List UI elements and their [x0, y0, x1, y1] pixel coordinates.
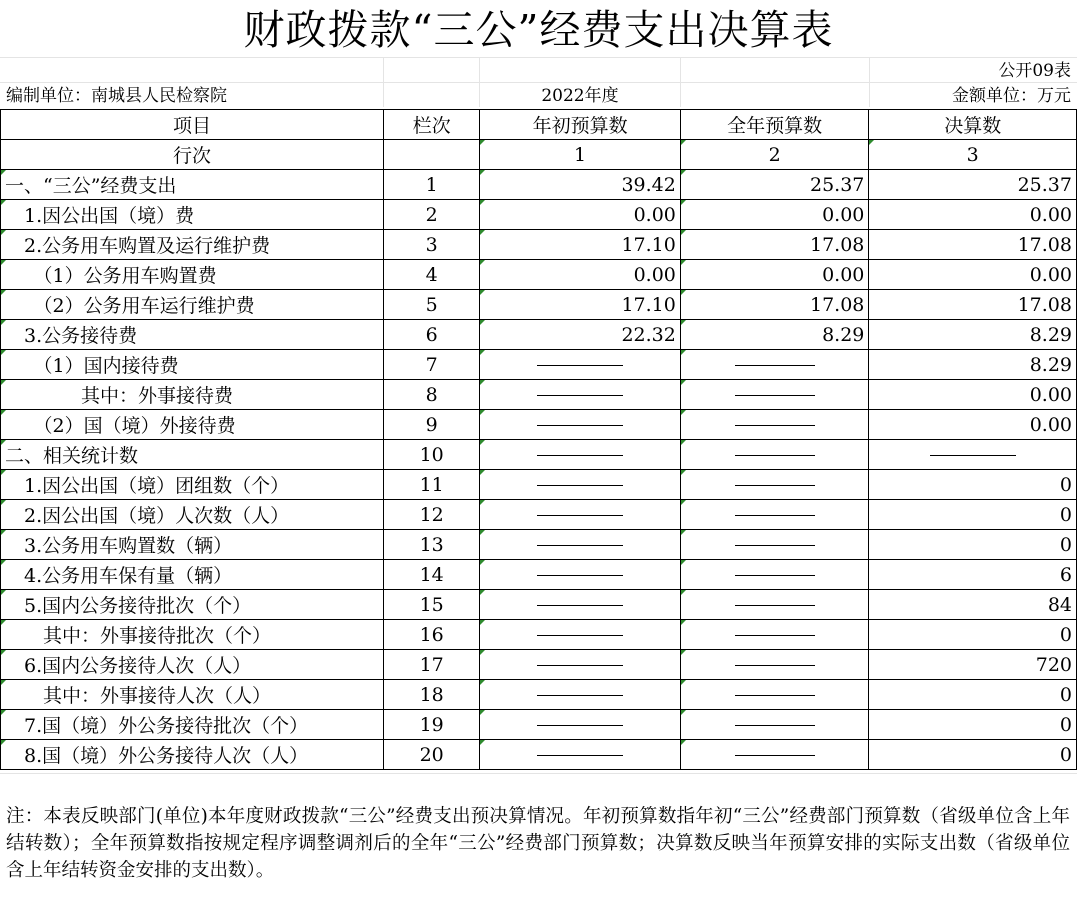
grid-line — [0, 773, 1077, 774]
value-cell: 6 — [869, 560, 1077, 590]
not-applicable-dash — [480, 710, 681, 740]
table-row — [1, 380, 1077, 410]
value-cell: 0.00 — [869, 410, 1077, 440]
index-col3: 3 — [869, 140, 1077, 170]
table-row — [1, 410, 1077, 440]
dash-line — [735, 515, 815, 516]
value-cell: 0.00 — [680, 200, 869, 230]
not-applicable-dash — [680, 740, 869, 770]
dash-line — [735, 635, 815, 636]
not-applicable-dash — [680, 620, 869, 650]
row-line-no: 1 — [384, 170, 480, 200]
grid-line — [869, 57, 870, 107]
not-applicable-dash — [680, 500, 869, 530]
row-line-no: 13 — [384, 530, 480, 560]
row-line-no: 2 — [384, 200, 480, 230]
table-row — [1, 440, 1077, 470]
header-initial-budget: 年初预算数 — [480, 110, 681, 140]
not-applicable-dash — [480, 380, 681, 410]
grid-line — [680, 57, 681, 107]
value-cell: 17.08 — [680, 230, 869, 260]
value-cell: 8.29 — [869, 350, 1077, 380]
table-row — [1, 560, 1077, 590]
value-cell: 0.00 — [480, 200, 681, 230]
value-cell: 0 — [869, 470, 1077, 500]
not-applicable-dash — [680, 470, 869, 500]
not-applicable-dash — [480, 650, 681, 680]
row-line-no: 9 — [384, 410, 480, 440]
table-row — [1, 500, 1077, 530]
dash-line — [537, 725, 623, 726]
value-cell: 0.00 — [480, 260, 681, 290]
grid-line — [0, 82, 1077, 83]
index-col1: 1 — [480, 140, 681, 170]
index-row — [1, 140, 1077, 170]
dash-line — [735, 665, 815, 666]
row-line-no: 10 — [384, 440, 480, 470]
row-line-no: 19 — [384, 710, 480, 740]
not-applicable-dash — [680, 710, 869, 740]
not-applicable-dash — [869, 440, 1077, 470]
row-label: 其中：外事接待批次（个） — [1, 620, 384, 650]
table-row — [1, 740, 1077, 770]
row-label: （2）国（境）外接待费 — [1, 410, 384, 440]
row-line-no: 18 — [384, 680, 480, 710]
value-cell: 0 — [869, 530, 1077, 560]
not-applicable-dash — [680, 350, 869, 380]
grid-line — [383, 57, 384, 107]
row-label: 二、相关统计数 — [1, 440, 384, 470]
dash-line — [537, 635, 623, 636]
table-row — [1, 170, 1077, 200]
value-cell: 84 — [869, 590, 1077, 620]
expenditure-table — [0, 109, 1077, 770]
value-cell: 25.37 — [680, 170, 869, 200]
header-line-no: 栏次 — [384, 110, 480, 140]
not-applicable-dash — [480, 440, 681, 470]
row-line-no: 3 — [384, 230, 480, 260]
dash-line — [537, 575, 623, 576]
not-applicable-dash — [480, 620, 681, 650]
not-applicable-dash — [480, 680, 681, 710]
dash-line — [735, 755, 815, 756]
grid-line — [0, 57, 1077, 58]
index-label: 行次 — [1, 140, 384, 170]
unit-label: 编制单位：南城县人民检察院 — [6, 86, 227, 106]
dash-line — [735, 725, 815, 726]
not-applicable-dash — [680, 560, 869, 590]
row-line-no: 11 — [384, 470, 480, 500]
not-applicable-dash — [480, 410, 681, 440]
row-line-no: 4 — [384, 260, 480, 290]
table-row — [1, 350, 1077, 380]
dash-line — [537, 395, 623, 396]
value-cell: 17.08 — [869, 290, 1077, 320]
value-cell: 17.08 — [680, 290, 869, 320]
not-applicable-dash — [480, 590, 681, 620]
row-line-no: 14 — [384, 560, 480, 590]
header-row — [1, 110, 1077, 140]
not-applicable-dash — [680, 650, 869, 680]
not-applicable-dash — [680, 680, 869, 710]
dash-line — [735, 395, 815, 396]
not-applicable-dash — [680, 380, 869, 410]
row-label: 3.公务接待费 — [1, 320, 384, 350]
value-cell: 17.10 — [480, 230, 681, 260]
row-label: 8.国（境）外公务接待人次（人） — [1, 740, 384, 770]
dash-line — [537, 485, 623, 486]
value-cell: 17.10 — [480, 290, 681, 320]
index-blank — [384, 140, 480, 170]
row-line-no: 20 — [384, 740, 480, 770]
dash-line — [537, 755, 623, 756]
row-label: 2.公务用车购置及运行维护费 — [1, 230, 384, 260]
dash-line — [537, 665, 623, 666]
row-line-no: 12 — [384, 500, 480, 530]
row-label: 4.公务用车保有量（辆） — [1, 560, 384, 590]
row-label: 3.公务用车购置数（辆） — [1, 530, 384, 560]
not-applicable-dash — [680, 440, 869, 470]
row-label: 5.国内公务接待批次（个） — [1, 590, 384, 620]
row-label: （2）公务用车运行维护费 — [1, 290, 384, 320]
value-cell: 0.00 — [869, 380, 1077, 410]
dash-line — [537, 455, 623, 456]
not-applicable-dash — [480, 530, 681, 560]
value-cell: 0.00 — [869, 260, 1077, 290]
row-label: （1）国内接待费 — [1, 350, 384, 380]
table-row — [1, 260, 1077, 290]
value-cell: 0.00 — [680, 260, 869, 290]
dash-line — [537, 545, 623, 546]
dash-line — [537, 515, 623, 516]
row-label: 1.因公出国（境）费 — [1, 200, 384, 230]
table-row — [1, 590, 1077, 620]
dash-line — [537, 365, 623, 366]
row-line-no: 8 — [384, 380, 480, 410]
row-label: 6.国内公务接待人次（人） — [1, 650, 384, 680]
not-applicable-dash — [480, 470, 681, 500]
table-row — [1, 650, 1077, 680]
not-applicable-dash — [680, 530, 869, 560]
value-cell: 0 — [869, 500, 1077, 530]
row-label: 1.因公出国（境）团组数（个） — [1, 470, 384, 500]
table-row — [1, 470, 1077, 500]
not-applicable-dash — [480, 500, 681, 530]
table-row — [1, 620, 1077, 650]
dash-line — [735, 485, 815, 486]
header-item: 项目 — [1, 110, 384, 140]
footnote: 注：本表反映部门(单位)本年度财政拨款“三公”经费支出预决算情况。年初预算数指年初“三公”经费部门预算数（省级单位含上年结转数）；全年预算数指按规定程序调整调剂后的全年“三公”经费部门预算数；决算数反映当年预算安排的实际支出数（省级单位含上年结转资金安排的支出数）。 — [6, 806, 1070, 881]
value-cell: 25.37 — [869, 170, 1077, 200]
dash-line — [537, 605, 623, 606]
index-col2: 2 — [680, 140, 869, 170]
not-applicable-dash — [680, 590, 869, 620]
amount-unit-label: 金额单位：万元 — [952, 86, 1071, 106]
year-label: 2022年度 — [541, 86, 619, 106]
table-row — [1, 290, 1077, 320]
not-applicable-dash — [480, 560, 681, 590]
dash-line — [735, 545, 815, 546]
row-line-no: 6 — [384, 320, 480, 350]
table-row — [1, 200, 1077, 230]
value-cell: 0.00 — [869, 200, 1077, 230]
table-row — [1, 320, 1077, 350]
value-cell: 720 — [869, 650, 1077, 680]
dash-line — [930, 455, 1016, 456]
value-cell: 39.42 — [480, 170, 681, 200]
row-line-no: 15 — [384, 590, 480, 620]
row-line-no: 16 — [384, 620, 480, 650]
table-row — [1, 230, 1077, 260]
not-applicable-dash — [480, 350, 681, 380]
value-cell: 8.29 — [869, 320, 1077, 350]
row-line-no: 17 — [384, 650, 480, 680]
row-line-no: 5 — [384, 290, 480, 320]
value-cell: 22.32 — [480, 320, 681, 350]
value-cell: 0 — [869, 740, 1077, 770]
not-applicable-dash — [480, 740, 681, 770]
table-row — [1, 680, 1077, 710]
row-label: （1）公务用车购置费 — [1, 260, 384, 290]
report-title: 财政拨款“三公”经费支出决算表 — [243, 6, 834, 54]
dash-line — [537, 695, 623, 696]
table-row — [1, 710, 1077, 740]
dash-line — [735, 695, 815, 696]
row-label: 其中：外事接待人次（人） — [1, 680, 384, 710]
header-final-account: 决算数 — [869, 110, 1077, 140]
table-row — [1, 530, 1077, 560]
form-code: 公开09表 — [998, 61, 1071, 81]
dash-line — [735, 575, 815, 576]
dash-line — [735, 425, 815, 426]
value-cell: 0 — [869, 710, 1077, 740]
not-applicable-dash — [680, 410, 869, 440]
dash-line — [537, 425, 623, 426]
row-label: 7.国（境）外公务接待批次（个） — [1, 710, 384, 740]
dash-line — [735, 455, 815, 456]
value-cell: 8.29 — [680, 320, 869, 350]
row-label: 一、“三公”经费支出 — [1, 170, 384, 200]
row-label: 2.因公出国（境）人次数（人） — [1, 500, 384, 530]
value-cell: 0 — [869, 620, 1077, 650]
row-label: 其中：外事接待费 — [1, 380, 384, 410]
header-annual-budget: 全年预算数 — [680, 110, 869, 140]
dash-line — [735, 605, 815, 606]
value-cell: 0 — [869, 680, 1077, 710]
dash-line — [735, 365, 815, 366]
row-line-no: 7 — [384, 350, 480, 380]
value-cell: 17.08 — [869, 230, 1077, 260]
